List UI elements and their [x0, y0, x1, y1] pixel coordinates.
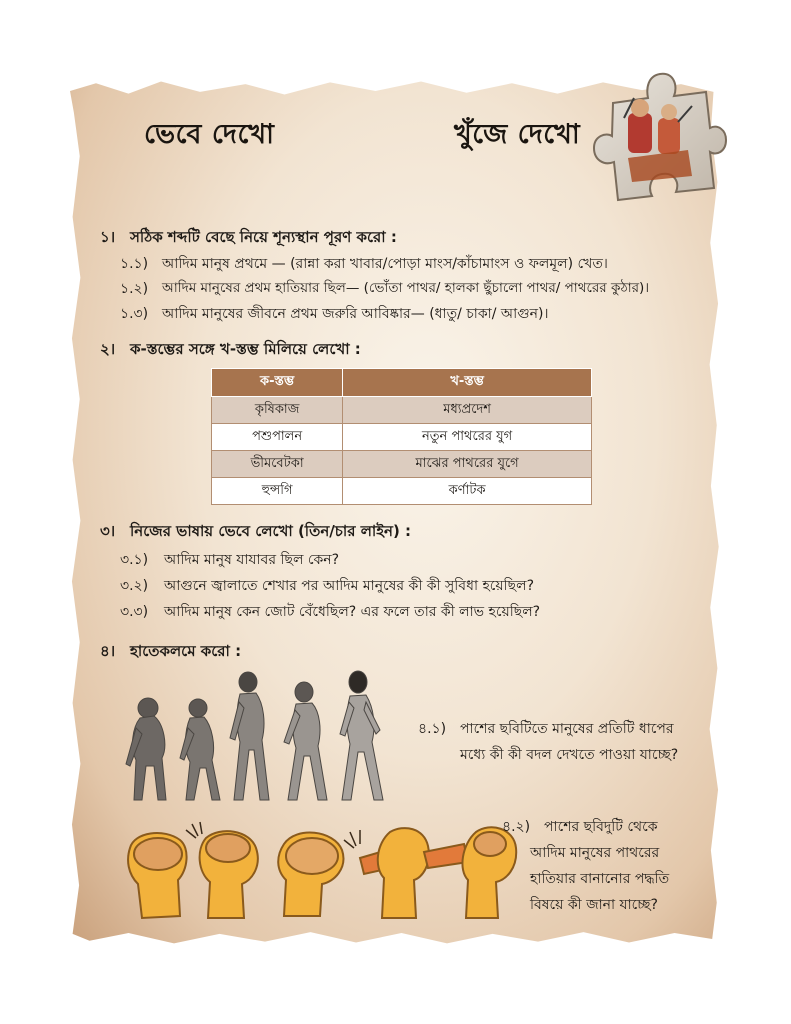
- table-row: [212, 424, 592, 451]
- table-row: [212, 397, 592, 424]
- table-row: [212, 478, 592, 505]
- q3-3-text: আদিম মানুষ কেন জোট বেঁধেছিল? এর ফলে তার কী লাভ হয়েছিল?: [164, 604, 541, 620]
- q3-number: ৩।: [100, 522, 116, 540]
- table-header-cell: খ-স্তম্ভ: [343, 369, 592, 397]
- matching-table: [211, 368, 592, 505]
- q2-title: ক-স্তম্ভের সঙ্গে খ-স্তম্ভ মিলিয়ে লেখো :: [130, 340, 361, 358]
- table-cell: হুন্সগি: [212, 478, 343, 505]
- q3-3-number: ৩.৩): [120, 604, 149, 620]
- q4-title: হাতেকলমে করো :: [130, 642, 242, 660]
- q3-1-number: ৩.১): [120, 552, 149, 568]
- table-cell: ভীমবেটকা: [212, 451, 343, 478]
- table-cell: কৃষিকাজ: [212, 397, 343, 424]
- table-cell: মাঝের পাথরের যুগে: [343, 451, 592, 478]
- q4-2-line2: আদিম মানুষের পাথরের: [530, 845, 660, 861]
- q1-title: সঠিক শব্দটি বেছে নিয়ে শূন্যস্থান পূরণ করো :: [130, 228, 397, 246]
- q4-number: ৪।: [100, 642, 116, 660]
- heading-search-see: খুঁজে দেখো: [454, 119, 581, 150]
- table-cell: পশুপালন: [212, 424, 343, 451]
- q4-1-number: ৪.১): [418, 721, 447, 737]
- q1-1-number: ১.১): [120, 256, 149, 272]
- table-cell: কর্ণাটক: [343, 478, 592, 505]
- table-header-row: [212, 369, 592, 397]
- q4-2-line4: বিষয়ে কী জানা যাচ্ছে?: [530, 897, 658, 913]
- q4-2-number: ৪.২): [502, 819, 531, 835]
- q1-2-text: আদিম মানুষের প্রথম হাতিয়ার ছিল— (ভোঁতা পাথর/ হালকা ছুঁচালো পাথর/ পাথরের কুঠার)।: [162, 280, 650, 296]
- jigsaw-puzzle-piece-icon: [588, 58, 728, 208]
- q3-1-text: আদিম মানুষ যাযাবর ছিল কেন?: [164, 552, 340, 568]
- q4-1-line1: পাশের ছবিটিতে মানুষের প্রতিটি ধাপের: [460, 721, 674, 737]
- q1-3-number: ১.৩): [120, 306, 149, 322]
- heading-think-see: ভেবে দেখো: [144, 119, 275, 150]
- table-cell: মধ্যপ্রদেশ: [343, 397, 592, 424]
- table-row: [212, 451, 592, 478]
- stone-tool-making-hands-illustration: [124, 818, 524, 936]
- human-evolution-illustration: [118, 668, 400, 808]
- q1-1-text: আদিম মানুষ প্রথমে — (রান্না করা খাবার/পোড়া মাংস/কাঁচামাংস ও ফলমূল) খেত।: [162, 256, 608, 272]
- q3-2-number: ৩.২): [120, 578, 149, 594]
- q2-number: ২।: [100, 340, 116, 358]
- q1-number: ১।: [100, 228, 116, 246]
- q1-3-text: আদিম মানুষের জীবনে প্রথম জরুরি আবিষ্কার— (ধাতু/ চাকা/ আগুন)।: [162, 306, 549, 322]
- q4-2-line3: হাতিয়ার বানানোর পদ্ধতি: [530, 871, 670, 887]
- q4-1-line2: মধ্যে কী কী বদল দেখতে পাওয়া যাচ্ছে?: [460, 747, 679, 763]
- q3-2-text: আগুনে জ্বালাতে শেখার পর আদিম মানুষের কী কী সুবিধা হয়েছিল?: [164, 578, 535, 594]
- table-header-cell: ক-স্তম্ভ: [212, 369, 343, 397]
- q3-title: নিজের ভাষায় ভেবে লেখো (তিন/চার লাইন) :: [130, 522, 412, 540]
- q4-2-line1: পাশের ছবিদুটি থেকে: [544, 819, 658, 835]
- q1-2-number: ১.২): [120, 281, 149, 297]
- table-cell: নতুন পাথরের যুগ: [343, 424, 592, 451]
